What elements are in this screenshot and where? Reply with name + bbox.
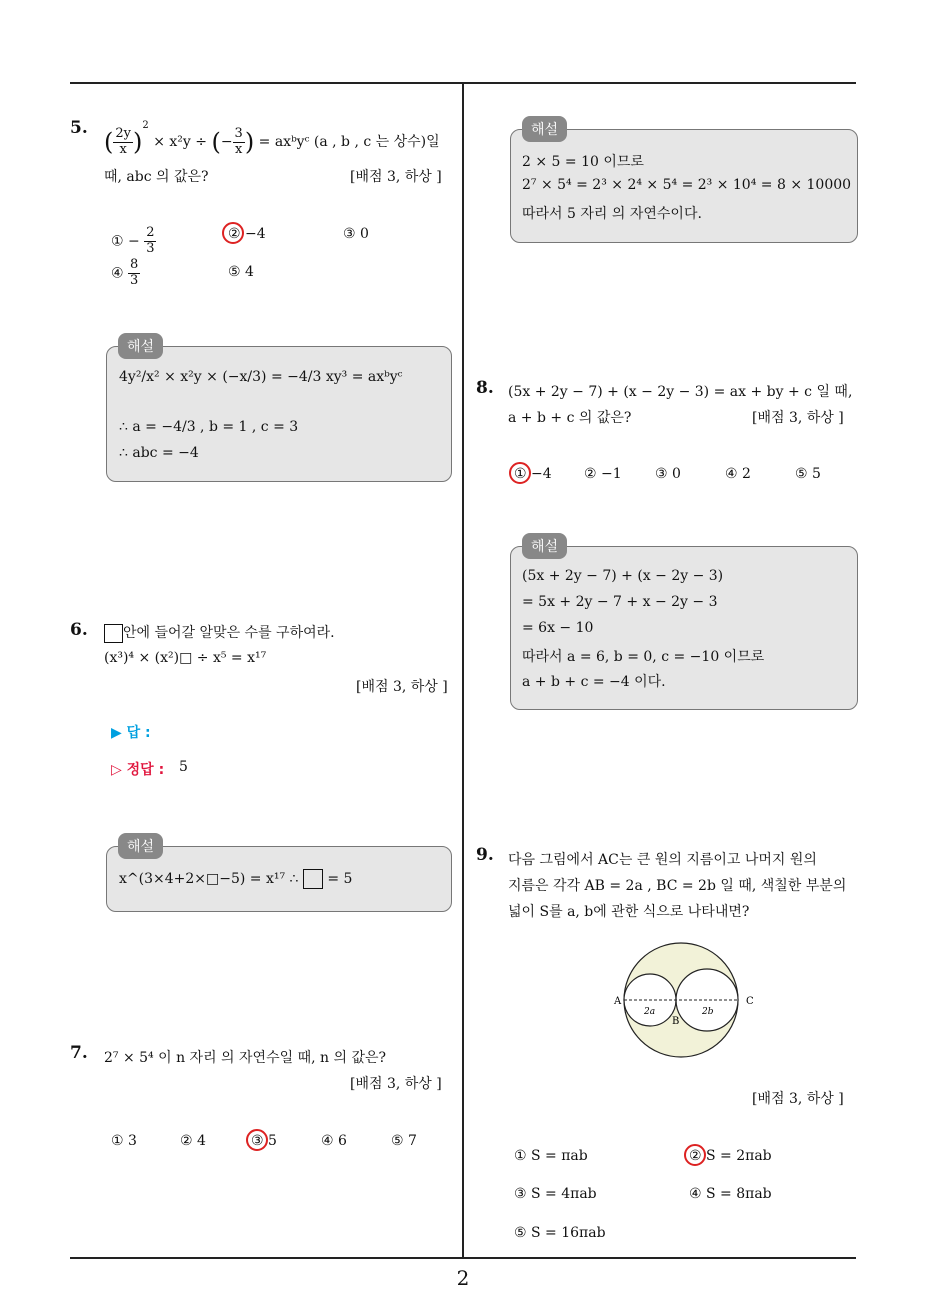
q9-score: [배점 3, 하상 ] [752, 1091, 844, 1107]
q7-option-4[interactable]: ④ 6 [321, 1133, 347, 1149]
q7-option-1[interactable]: ① 3 [111, 1133, 137, 1149]
q9-option-5[interactable]: ⑤ S = 16πab [514, 1225, 606, 1241]
q9-option-3[interactable]: ③ S = 4πab [514, 1186, 597, 1202]
q6-explanation-tag: 해설 [118, 833, 163, 859]
q7-explanation-line3: 따라서 5 자리 의 자연수이다. [522, 206, 702, 222]
circles-figure [606, 938, 766, 1068]
q8-stem-line2: a + b + c 의 값은? [508, 410, 632, 426]
q5-option-1[interactable]: ① − $\frac{2}{3}$ [111, 225, 155, 256]
q8-stem-line1: (5x + 2y − 7) + (x − 2y − 3) = ax + by + c 일 때, [508, 384, 853, 400]
q5-score: [배점 3, 하상 ] [350, 169, 442, 185]
page-number: 2 [456, 1266, 470, 1290]
blank-box [303, 869, 323, 889]
q7-number: 7. [70, 1043, 88, 1063]
point-c-label: C [746, 996, 754, 1007]
length-2a-label: 2a [644, 1007, 656, 1017]
q8-explanation-line3: = 6x − 10 [522, 620, 594, 636]
q6-stem-line1: 안에 들어갈 알맞은 수를 구하여라. [104, 622, 335, 643]
q8-option-1[interactable]: ① −4 [514, 466, 552, 482]
q6-explanation-line1: x^(3×4+2×□−5) = x¹⁷ ∴ = 5 [119, 871, 353, 887]
q8-option-5[interactable]: ⑤ 5 [795, 466, 821, 482]
q6-correct-label: ▷ 정답 : [111, 762, 165, 778]
selected-answer-marker [222, 222, 244, 244]
q8-score: [배점 3, 하상 ] [752, 410, 844, 426]
q8-option-2[interactable]: ② −1 [584, 466, 622, 482]
q5-number: 5. [70, 118, 88, 138]
q7-option-2[interactable]: ② 4 [180, 1133, 206, 1149]
q5-explanation-box [106, 346, 452, 482]
q5-explanation-line3: ∴ abc = −4 [119, 445, 199, 461]
column-divider [462, 83, 464, 1258]
q8-explanation-tag: 해설 [522, 533, 567, 559]
q9-number: 9. [476, 845, 494, 865]
blank-box [104, 624, 123, 643]
q9-stem-line3: 넓이 S를 a, b에 관한 식으로 나타내면? [508, 904, 750, 920]
q7-stem: 2⁷ × 5⁴ 이 n 자리 의 자연수일 때, n 의 값은? [104, 1050, 386, 1066]
q8-option-3[interactable]: ③ 0 [655, 466, 681, 482]
selected-answer-marker [509, 462, 531, 484]
q8-explanation-line4: 따라서 a = 6, b = 0, c = −10 이므로 [522, 649, 765, 665]
q7-option-3[interactable]: ③ 5 [251, 1133, 277, 1149]
q9-option-2[interactable]: ② S = 2πab [689, 1148, 772, 1164]
q5-explanation-tag: 해설 [118, 333, 163, 359]
point-b-label: B [672, 1016, 680, 1027]
q7-option-5[interactable]: ⑤ 7 [391, 1133, 417, 1149]
q8-number: 8. [476, 378, 494, 398]
q8-explanation-line1: (5x + 2y − 7) + (x − 2y − 3) [522, 568, 724, 584]
q7-explanation-tag: 해설 [522, 116, 567, 142]
q5-stem-line1: ( $\frac{2y}{x}$ )$^2$ × x²y ÷ (− $\frac{3}{x}$ ) = axᵇyᶜ (a , b , c 는 상수)일 [104, 120, 440, 157]
point-a-label: A [614, 996, 622, 1007]
q8-explanation-line5: a + b + c = −4 이다. [522, 674, 666, 690]
q5-option-5[interactable]: ⑤ 4 [228, 264, 254, 280]
q6-number: 6. [70, 620, 88, 640]
q7-explanation-line2: 2⁷ × 5⁴ = 2³ × 2⁴ × 5⁴ = 2³ × 10⁴ = 8 × 10000 [522, 177, 852, 193]
q6-answer-label: ▶ 답 : [111, 725, 151, 741]
q5-option-4[interactable]: ④ $\frac{8}{3}$ [111, 257, 139, 288]
q7-explanation-box [510, 129, 858, 243]
q5-explanation-line2: ∴ a = −4/3 , b = 1 , c = 3 [119, 419, 299, 435]
selected-answer-marker [246, 1129, 268, 1151]
q7-score: [배점 3, 하상 ] [350, 1076, 442, 1092]
q6-stem-line2: (x³)⁴ × (x²)□ ÷ x⁵ = x¹⁷ [104, 650, 267, 666]
q5-option-3[interactable]: ③ 0 [343, 226, 369, 242]
q9-option-1[interactable]: ① S = πab [514, 1148, 588, 1164]
q8-option-4[interactable]: ④ 2 [725, 466, 751, 482]
q6-correct-value: 5 [179, 759, 188, 775]
q9-option-4[interactable]: ④ S = 8πab [689, 1186, 772, 1202]
q8-explanation-line2: = 5x + 2y − 7 + x − 2y − 3 [522, 594, 718, 610]
q9-stem-line1: 다음 그림에서 AC는 큰 원의 지름이고 나머지 원의 [508, 852, 817, 868]
length-2b-label: 2b [702, 1007, 714, 1017]
q6-score: [배점 3, 하상 ] [356, 679, 448, 695]
selected-answer-marker [684, 1144, 706, 1166]
q7-explanation-line1: 2 × 5 = 10 이므로 [522, 154, 644, 170]
q9-stem-line2: 지름은 각각 AB = 2a , BC = 2b 일 때, 색칠한 부분의 [508, 878, 847, 894]
bottom-rule [70, 1257, 856, 1259]
q5-explanation-line1: 4y²/x² × x²y × (−x/3) = −4/3 xy³ = axᵇyᶜ [119, 369, 403, 385]
q5-stem-line2: 때, abc 의 값은? [104, 169, 209, 185]
q5-option-2[interactable]: ② −4 [228, 226, 266, 242]
q8-explanation-box [510, 546, 858, 710]
